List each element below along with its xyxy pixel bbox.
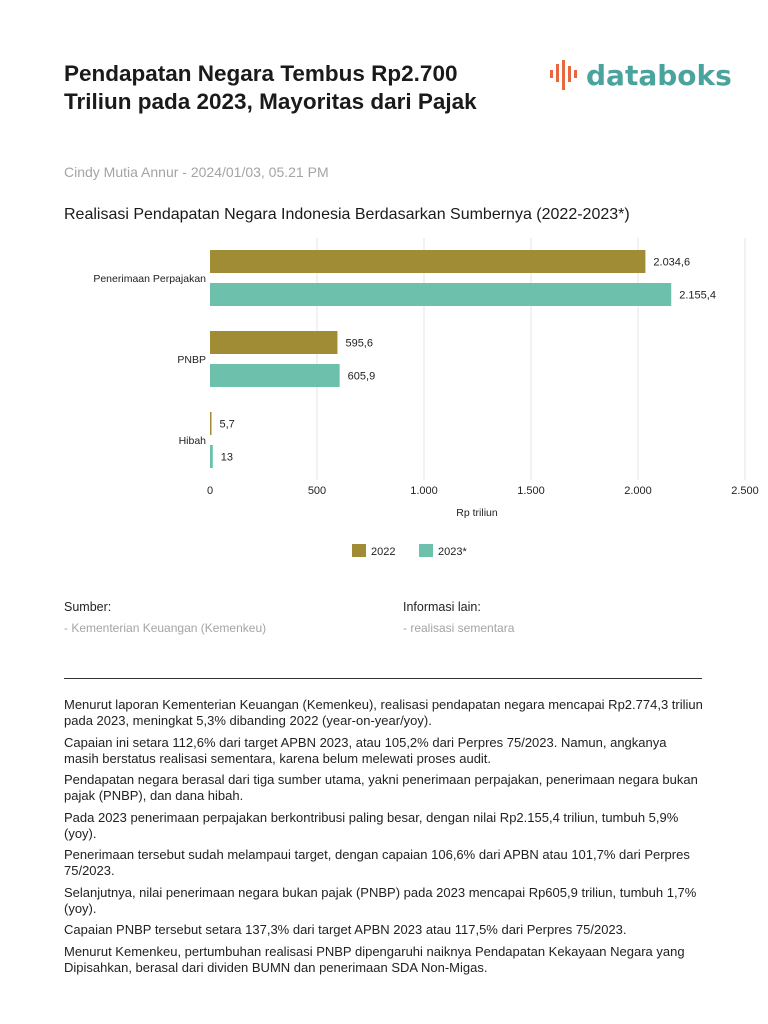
data-label: 595,6 [345,337,373,350]
logo-text: databoks [586,58,732,92]
x-tick-label: 1.500 [517,485,545,497]
x-tick-label: 1.000 [410,485,438,497]
data-label: 2.155,4 [679,289,716,302]
article-paragraph: Penerimaan tersebut sudah melampaui target, dengan capaian 106,6% dari APBN atau 101,7% dari Perpres 75/2023. [64,847,690,878]
article-paragraph: Menurut Kemenkeu, pertumbuhan realisasi PNBP dipengaruhi naiknya Pendapatan Kekayaan Negara yang Dipisahkan, berasal dari dividen BUMN dan penerimaan SDA Non-Migas. [64,943,685,975]
info-value: - realisasi sementara [403,621,515,635]
category-label: Hibah [178,435,206,447]
bar [210,331,337,354]
x-tick-label: 500 [307,485,327,497]
source-label: Sumber: [64,600,112,614]
article-paragraph: Menurut laporan Kementerian Keuangan (Kemenkeu), realisasi pendapatan negara mencapai Rp2.774,3 triliun pada 2023, meningkat 5,3% dibanding 2022 (year-on-year/yoy). [64,697,703,728]
legend-swatch [352,544,366,557]
article-paragraph: Capaian ini setara 112,6% dari target APBN 2023, atau 105,2% dari Perpres 75/2023. Namun, angkanya masih berstatus realisasi sementara, karena belum melewati proses audit. [64,734,667,766]
page-title: Pendapatan Negara Tembus Rp2.700 Triliun pada 2023, Mayoritas dari Pajak [64,61,477,114]
bar [210,250,645,273]
x-axis-label: Rp triliun [456,507,498,519]
data-label: 2.034,6 [653,256,691,269]
bar [210,364,340,387]
bar [210,283,671,306]
chart-title: Realisasi Pendapatan Negara Indonesia Berdasarkan Sumbernya (2022-2023*) [64,206,630,223]
data-label: 605,9 [347,370,376,383]
legend-label: 2022 [371,546,396,558]
category-label: PNBP [177,354,206,366]
legend-label: 2023* [438,546,467,558]
legend-swatch [419,544,433,557]
bar [210,412,212,435]
x-tick-label: 0 [206,485,214,497]
divider [64,678,702,679]
category-label: Penerimaan Perpajakan [93,273,206,285]
author-byline: Cindy Mutia Annur - 2024/01/03, 05.21 PM [64,164,329,180]
article-body [64,697,704,981]
source-value: - Kementerian Keuangan (Kemenkeu) [64,621,267,635]
data-label: 13 [220,451,234,464]
bar [210,445,213,468]
bar-chart [0,230,768,570]
article-paragraph: Selanjutnya, nilai penerimaan negara bukan pajak (PNBP) pada 2023 mencapai Rp605,9 triliun, tumbuh 1,7% (yoy). [64,884,697,916]
info-label: Informasi lain: [403,600,481,614]
article-paragraph: Capaian PNBP tersebut setara 137,3% dari target APBN 2023 atau 117,5% dari Perpres 75/2023. [64,922,627,937]
x-tick-label: 2.000 [624,485,652,497]
x-tick-label: 2.500 [731,485,759,497]
article-paragraph: Pada 2023 penerimaan perpajakan berkontribusi paling besar, dengan nilai Rp2.155,4 triliun, tumbuh 5,9% (yoy). [64,809,679,841]
article-paragraph: Pendapatan negara berasal dari tiga sumber utama, yakni penerimaan perpajakan, penerimaan negara bukan pajak (PNBP), dan dana hibah. [64,772,698,803]
data-label: 5,7 [219,418,235,431]
databoks-logo[interactable] [548,58,732,92]
logo-bars-icon [548,58,582,92]
